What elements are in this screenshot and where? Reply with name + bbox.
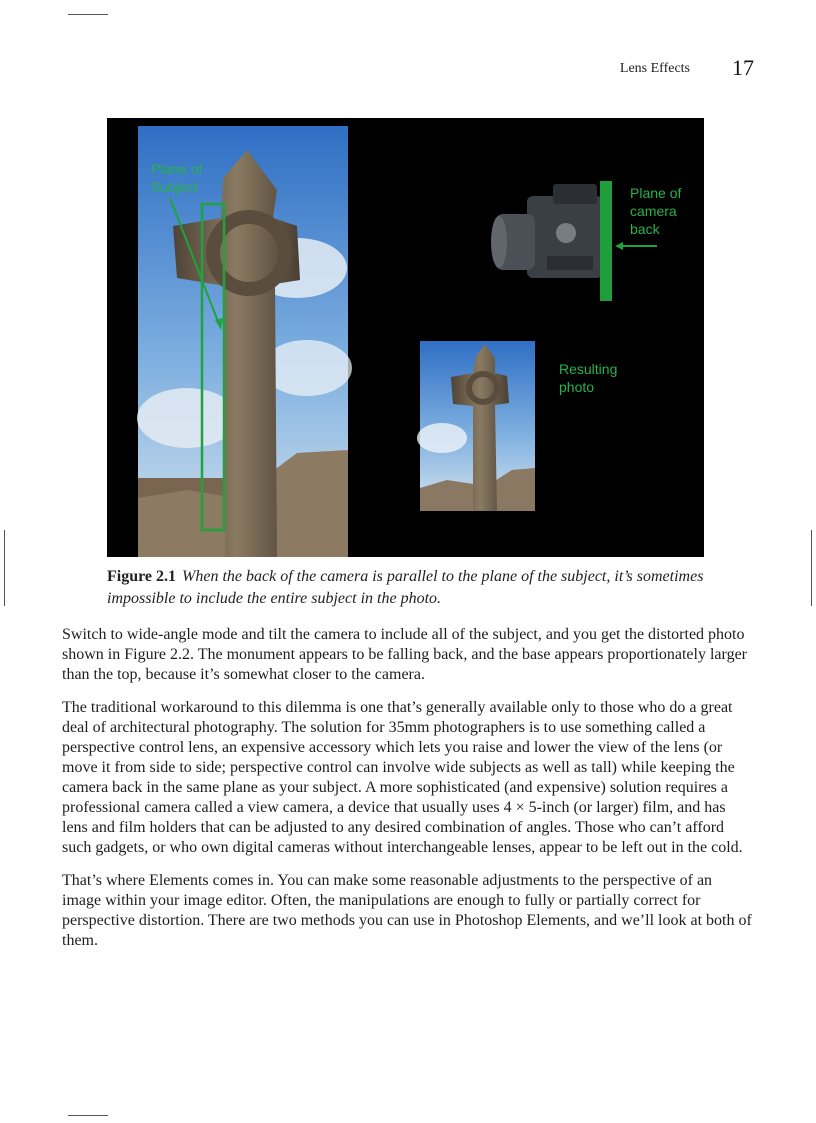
crop-mark-bottom <box>68 1115 108 1116</box>
camera-illustration <box>491 184 603 278</box>
crop-mark-top <box>68 14 108 15</box>
paragraph: The traditional workaround to this dilemma is one that’s generally available only to those who do a great deal of architectural photography. The solution for 35mm photographers is to use something called a perspective control lens, an expensive accessory which lets you raise and lower the view of the lens (or move it from side to side; perspective control can involve wide subjects as well as tall) while keeping the camera back in the same plane as your subject. A more sophisticated (and expensive) solution requires a professional camera called a view camera, a device that usually uses 4 × 5-inch (or larger) film, and has lens and film holders that can be adjusted to any desired combination of angles. Those who can’t afford such gadgets, or who own digital cameras without interchangeable lenses, appear to be left out in the cold. <box>62 699 743 856</box>
body-text <box>62 625 752 964</box>
crop-mark-left <box>4 530 5 606</box>
resulting-photo-thumbnail <box>417 341 535 511</box>
figure-2-1-image <box>107 118 704 557</box>
camera-back-plane-bar <box>600 181 612 301</box>
label-resulting-photo: Resulting photo <box>559 361 618 395</box>
label-plane-of-camera-back: Plane of camera back <box>630 185 682 237</box>
page-number: 17 <box>732 55 754 80</box>
paragraph: That’s where Elements comes in. You can make some reasonable adjustments to the perspective of an image within your image editor. Often, the manipulations are enough to fully or partially correct for perspective distortion. There are two methods you can use in Photoshop Elements, and we’ll look at both of them. <box>62 872 752 949</box>
figure-caption-text: When the back of the camera is parallel to the plane of the subject, it’s sometimes impossible to include the entire subject in the photo. <box>107 568 704 607</box>
label-plane-of-subject: Plane of Subject <box>151 161 203 195</box>
paragraph: Switch to wide-angle mode and tilt the camera to include all of the subject, and you get the distorted photo shown in Figure 2.2. The monument appears to be falling back, and the base appears proportionately larger than the top, because it’s somewhat closer to the camera. <box>62 626 747 683</box>
figure-number: Figure 2.1 <box>107 568 177 585</box>
running-header-title: Lens Effects <box>619 61 690 76</box>
crop-mark-right <box>811 530 812 606</box>
figure-caption <box>107 566 707 610</box>
arrow-left-icon <box>615 242 623 250</box>
